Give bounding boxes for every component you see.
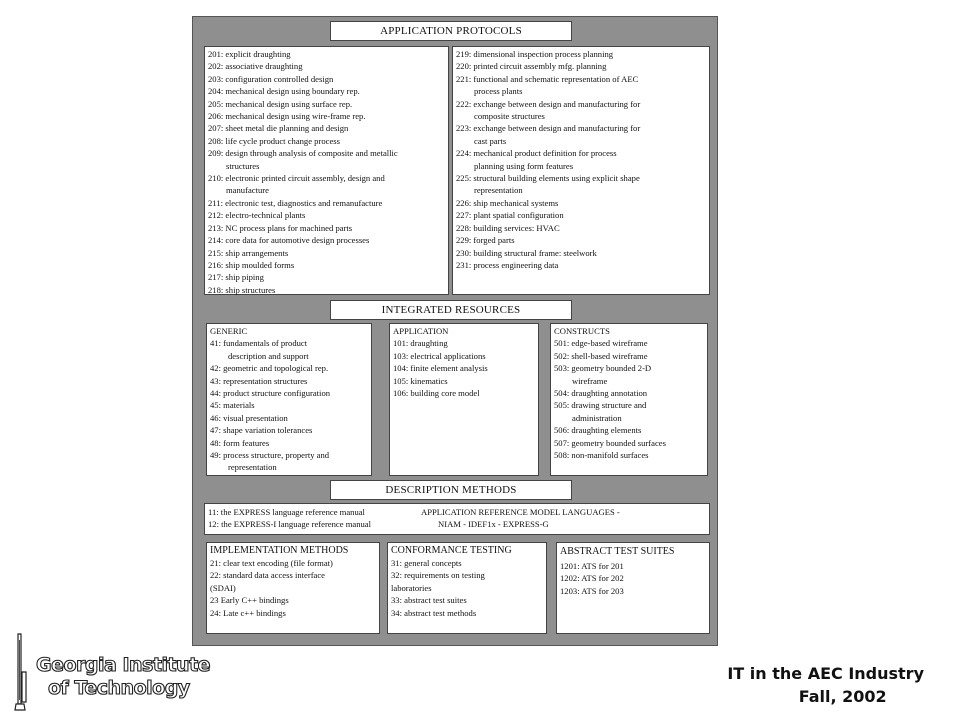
- list-line: 211: electronic test, diagnostics and remanufacture: [208, 197, 383, 208]
- implementation-methods-lines: [210, 557, 376, 619]
- list-line: 208: life cycle product change process: [208, 135, 340, 146]
- application-protocols-right-box: [452, 46, 710, 295]
- constructs-label: CONSTRUCTS: [554, 326, 610, 336]
- generic-resources-box: [206, 323, 372, 476]
- list-line: 501: edge-based wireframe: [554, 338, 648, 349]
- list-line: (SDAI): [210, 582, 236, 593]
- list-line: 45: materials: [210, 400, 255, 411]
- list-line: planning using form features: [474, 160, 574, 171]
- list-line: 209: design through analysis of composite and metallic: [208, 148, 398, 159]
- list-line: 201: explicit draughting: [208, 49, 291, 59]
- list-line: 228: building services: HVAC: [456, 222, 560, 233]
- conformance-testing-label: CONFORMANCE TESTING: [391, 545, 512, 556]
- list-line: 221: functional and schematic representation of AEC: [456, 73, 639, 84]
- list-line: 222: exchange between design and manufacturing for: [456, 98, 641, 109]
- list-line: 210: electronic printed circuit assembly, design and: [208, 173, 385, 184]
- description-methods-title: DESCRIPTION METHODS: [330, 480, 572, 500]
- list-line: 49: process structure, property and: [210, 450, 330, 461]
- course-footer: [727, 662, 924, 708]
- logo-line2: of Technology: [48, 677, 190, 699]
- list-line: 1202: ATS for 202: [560, 573, 624, 584]
- list-line: description and support: [228, 350, 309, 361]
- footer-course-title: IT in the AEC Industry: [727, 664, 924, 683]
- list-line: 503: geometry bounded 2-D: [554, 363, 652, 374]
- description-line: 12: the EXPRESS-I language reference manual: [208, 519, 371, 530]
- generic-label: GENERIC: [210, 326, 248, 336]
- list-line: 106: building core model: [393, 388, 480, 399]
- conformance-testing-box: [387, 542, 547, 634]
- list-line: 1201: ATS for 201: [560, 561, 624, 571]
- list-line: 212: electro-technical plants: [208, 210, 306, 221]
- list-line: 214: core data for automotive design processes: [208, 235, 370, 246]
- list-line: 43: representation structures: [210, 375, 308, 386]
- list-line: 227: plant spatial configuration: [456, 210, 564, 221]
- application-resources-box: [389, 323, 539, 476]
- implementation-methods-box: [206, 542, 380, 634]
- description-methods-col1: [208, 506, 371, 531]
- list-line: 216: ship moulded forms: [208, 259, 295, 270]
- list-line: 220: printed circuit assembly mfg. planning: [456, 61, 607, 72]
- diagram-panel: [192, 16, 718, 646]
- list-line: 33: abstract test suites: [391, 595, 467, 606]
- list-line: 204: mechanical design using boundary rep.: [208, 86, 360, 97]
- application-protocols-left-box: [204, 46, 449, 295]
- list-line: 505: drawing structure and: [554, 400, 647, 411]
- application-lines: [393, 337, 535, 399]
- list-line: composite structures: [474, 111, 545, 122]
- list-line: 1203: ATS for 203: [560, 585, 624, 596]
- list-line: 207: sheet metal die planning and design: [208, 123, 349, 134]
- list-line: structures: [226, 160, 260, 171]
- abstract-test-suites-lines: [560, 560, 706, 597]
- list-line: 104: finite element analysis: [393, 363, 488, 374]
- list-line: 42: geometric and topological rep.: [210, 363, 329, 374]
- list-line: 23 Early C++ bindings: [210, 595, 289, 606]
- list-line: 231: process engineering data: [456, 259, 559, 270]
- list-line: 105: kinematics: [393, 375, 448, 386]
- application-protocols-title: APPLICATION PROTOCOLS: [330, 21, 572, 41]
- constructs-box: [550, 323, 708, 476]
- georgia-tech-logo: [12, 632, 212, 712]
- list-line: 22: standard data access interface: [210, 570, 326, 581]
- list-line: 31: general concepts: [391, 558, 462, 568]
- abstract-test-suites-label: ABSTRACT TEST SUITES: [560, 546, 675, 557]
- list-line: 103: electrical applications: [393, 350, 486, 361]
- list-line: 21: clear text encoding (file format): [210, 558, 333, 568]
- list-line: 215: ship arrangements: [208, 247, 289, 258]
- list-line: 34: abstract test methods: [391, 607, 477, 618]
- application-label: APPLICATION: [393, 326, 449, 336]
- list-line: 213: NC process plans for machined parts: [208, 222, 353, 233]
- list-line: 219: dimensional inspection process planning: [456, 49, 614, 59]
- integrated-resources-title: INTEGRATED RESOURCES: [330, 300, 572, 320]
- list-line: wireframe: [572, 375, 608, 386]
- list-line: 507: geometry bounded surfaces: [554, 437, 666, 448]
- implementation-methods-label: IMPLEMENTATION METHODS: [210, 545, 349, 556]
- list-line: 229: forged parts: [456, 235, 515, 246]
- list-line: 203: configuration controlled design: [208, 73, 334, 84]
- generic-lines: [210, 337, 368, 473]
- footer-term: Fall, 2002: [798, 687, 887, 706]
- abstract-test-suites-box: [556, 542, 710, 634]
- description-line: NIAM - IDEF1x - EXPRESS-G: [438, 519, 549, 530]
- list-line: 47: shape variation tolerances: [210, 425, 313, 436]
- list-line: administration: [572, 412, 622, 423]
- list-line: representation: [474, 185, 523, 196]
- list-line: 508: non-manifold surfaces: [554, 450, 649, 461]
- list-line: 24: Late c++ bindings: [210, 607, 286, 618]
- list-line: 44: product structure configuration: [210, 388, 331, 399]
- description-methods-box: [204, 503, 710, 535]
- list-line: 504: draughting annotation: [554, 388, 648, 399]
- list-line: 225: structural building elements using explicit shape: [456, 173, 640, 184]
- list-line: 101: draughting: [393, 338, 448, 349]
- list-line: 224: mechanical product definition for process: [456, 148, 617, 159]
- list-line: 506: draughting elements: [554, 425, 642, 436]
- list-line: 206: mechanical design using wire-frame rep.: [208, 111, 366, 122]
- description-line: APPLICATION REFERENCE MODEL LANGUAGES -: [421, 507, 620, 517]
- list-line: cast parts: [474, 135, 507, 146]
- logo-line1: Georgia Institute: [36, 654, 211, 676]
- constructs-lines: [554, 337, 704, 461]
- list-line: 223: exchange between design and manufacturing for: [456, 123, 641, 134]
- list-line: 205: mechanical design using surface rep.: [208, 98, 353, 109]
- list-line: 217: ship piping: [208, 272, 264, 283]
- list-line: manufacture: [226, 185, 269, 196]
- list-line: 32: requirements on testing: [391, 570, 485, 581]
- list-line: representation: [228, 462, 277, 473]
- list-line: 41: fundamentals of product: [210, 338, 308, 349]
- list-line: 202: associative draughting: [208, 61, 303, 72]
- list-line: 46: visual presentation: [210, 412, 288, 423]
- description-methods-col2: [421, 506, 620, 531]
- list-line: 226: ship mechanical systems: [456, 197, 559, 208]
- list-line: 502: shell-based wireframe: [554, 350, 648, 361]
- conformance-testing-lines: [391, 557, 543, 619]
- list-line: process plants: [474, 86, 523, 97]
- description-line: 11: the EXPRESS language reference manual: [208, 507, 365, 517]
- list-line: laboratories: [391, 582, 432, 593]
- logo-wordmark: [12, 632, 212, 712]
- list-line: 218: ship structures: [208, 284, 276, 295]
- list-line: 230: building structural frame: steelwork: [456, 247, 597, 258]
- list-line: 48: form features: [210, 437, 270, 448]
